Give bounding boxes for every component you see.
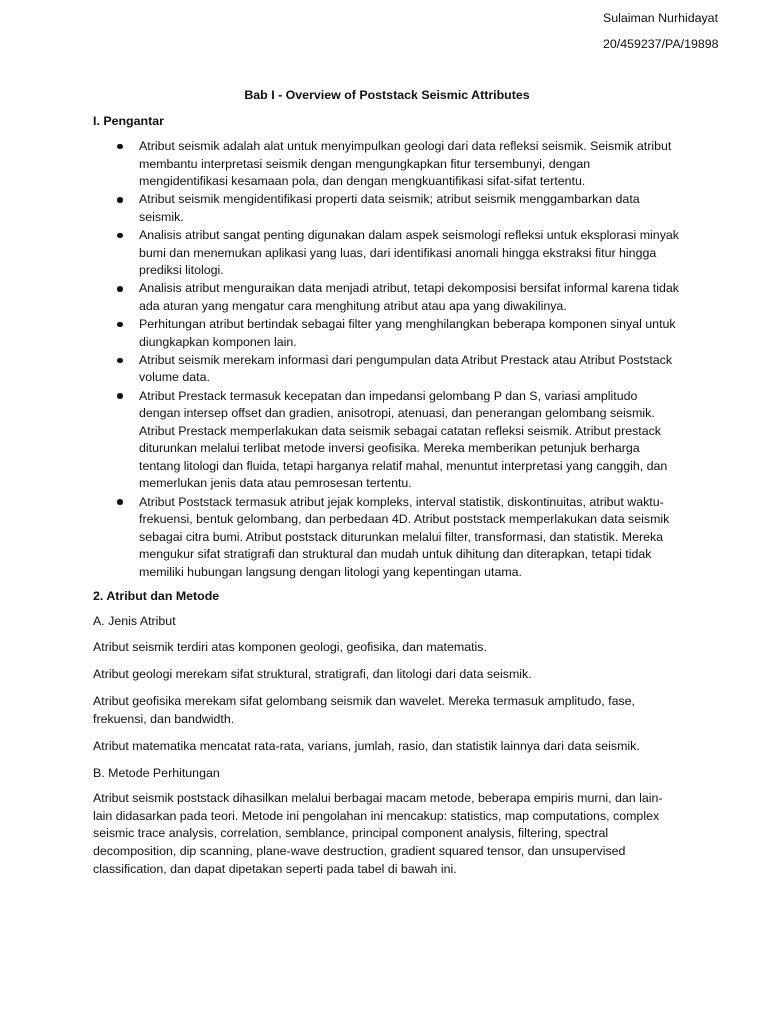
bullet-icon — [117, 499, 123, 505]
list-item — [93, 388, 681, 494]
bullet-icon — [117, 233, 123, 239]
document-header — [603, 10, 763, 61]
bullet-icon — [117, 144, 123, 150]
bullet-icon — [117, 286, 123, 292]
list-item-text: Atribut seismik merekam informasi dari pengumpulan data Atribut Prestack atau Atribut Poststack volume data. — [139, 352, 673, 385]
bullet-icon — [117, 197, 123, 203]
list-item — [93, 280, 681, 315]
list-item — [93, 138, 681, 191]
subheading-jenis-atribut: A. Jenis Atribut — [93, 614, 176, 629]
list-item — [93, 191, 681, 226]
list-item — [93, 316, 681, 351]
document-title: Bab I - Overview of Poststack Seismic Attributes — [244, 88, 530, 102]
subheading-metode-perhitungan: B. Metode Perhitungan — [93, 765, 220, 780]
list-item-text: Atribut seismik mengidentifikasi properti data seismik; atribut seismik menggambarkan data seismik. — [139, 192, 640, 225]
author-name: Sulaiman Nurhidayat — [603, 11, 719, 25]
list-item-text: Analisis atribut sangat penting digunakan dalam aspek seismologi refleksi untuk eksplorasi minyak bumi dan menemukan aplikasi yang luas, dari identifikasi anomali hingga ekstraksi fitur hingga prediksi litologi. — [139, 228, 679, 278]
list-item-text: Perhitungan atribut bertindak sebagai filter yang menghilangkan beberapa komponen sinyal untuk diungkapkan komponen lain. — [139, 317, 676, 349]
section-heading-pengantar: I. Pengantar — [93, 113, 164, 128]
paragraph: Atribut seismik poststack dihasilkan melalui berbagai macam metode, beberapa empiris murni, dan lain-lain didasarkan pada teori. Metode ini pengolahan ini mencakup: statistics, map computations, complex seismic trace analysis, correlation, semblance, principal component analysis, filtering, spectral decomposition, dip scanning, plane-wave destruction, gradient squared tensor, dan unsupervised classification, dan dapat dipetakan seperti pada tabel di bawah ini. — [93, 791, 663, 876]
list-item-text: Atribut Poststack termasuk atribut jejak kompleks, interval statistik, diskontinuitas, atribut waktu-frekuensi, bentuk gelombang, dan perbedaan 4D. Atribut poststack memperlakukan data seismik sebagai citra bumi. Atribut poststack diturunkan melalui filter, transformasi, dan statistik. Mereka mengukur sifat stratigrafi dan struktural dan mudah untuk dihitung dan diterapkan, tetapi tidak memiliki hubungan langsung dengan litologi yang kepentingan utama. — [139, 494, 670, 579]
bullet-icon — [117, 393, 123, 399]
document-body — [93, 87, 681, 888]
bullet-list — [93, 138, 681, 581]
paragraph: Atribut seismik terdiri atas komponen geologi, geofisika, dan matematis. — [93, 639, 487, 654]
list-item — [93, 352, 681, 387]
list-item-text: Atribut Prestack termasuk kecepatan dan impedansi gelombang P dan S, variasi amplitudo dengan intersep offset dan gradien, anisotropi, atenuasi, dan penerangan gelombang seismik. Atribut Prestack memperlakukan data seismik sebagai catatan refleksi seismik. Atribut prestack diturunkan melalui terlibat metode inversi geofisika. Mereka memberikan petunjuk berharga tentang litologi dan fluida, tetapi harganya relatif mahal, menuntut interpretasi yang canggih, dan memerlukan jenis data atau pemrosesan tertentu. — [139, 388, 668, 491]
list-item — [93, 494, 681, 582]
bullet-icon — [117, 322, 123, 328]
list-item — [93, 227, 681, 280]
student-id: 20/459237/PA/19898 — [603, 36, 719, 51]
section-heading-atribut-metode: 2. Atribut dan Metode — [93, 588, 220, 603]
paragraph: Atribut geofisika merekam sifat gelombang seismik dan wavelet. Mereka termasuk amplitudo, fase, frekuensi, dan bandwidth. — [93, 693, 635, 726]
paragraph: Atribut matematika mencatat rata-rata, varians, jumlah, rasio, dan statistik lainnya dari data seismik. — [93, 738, 640, 753]
list-item-text: Atribut seismik adalah alat untuk menyimpulkan geologi dari data refleksi seismik. Seismik atribut membantu interpretasi seismik dengan mengungkapkan fitur tersembunyi, dengan mengidentifikasi kesamaan pola, dan dengan mengkuantifikasi sifat-sifat tertentu. — [139, 139, 672, 189]
paragraph: Atribut geologi merekam sifat struktural, stratigrafi, dan litologi dari data seismik. — [93, 666, 532, 681]
list-item-text: Analisis atribut menguraikan data menjadi atribut, tetapi dekomposisi bersifat informal karena tidak ada aturan yang mengatur cara menghitung atribut atau apa yang diwakilinya. — [139, 281, 679, 314]
bullet-icon — [117, 358, 123, 364]
